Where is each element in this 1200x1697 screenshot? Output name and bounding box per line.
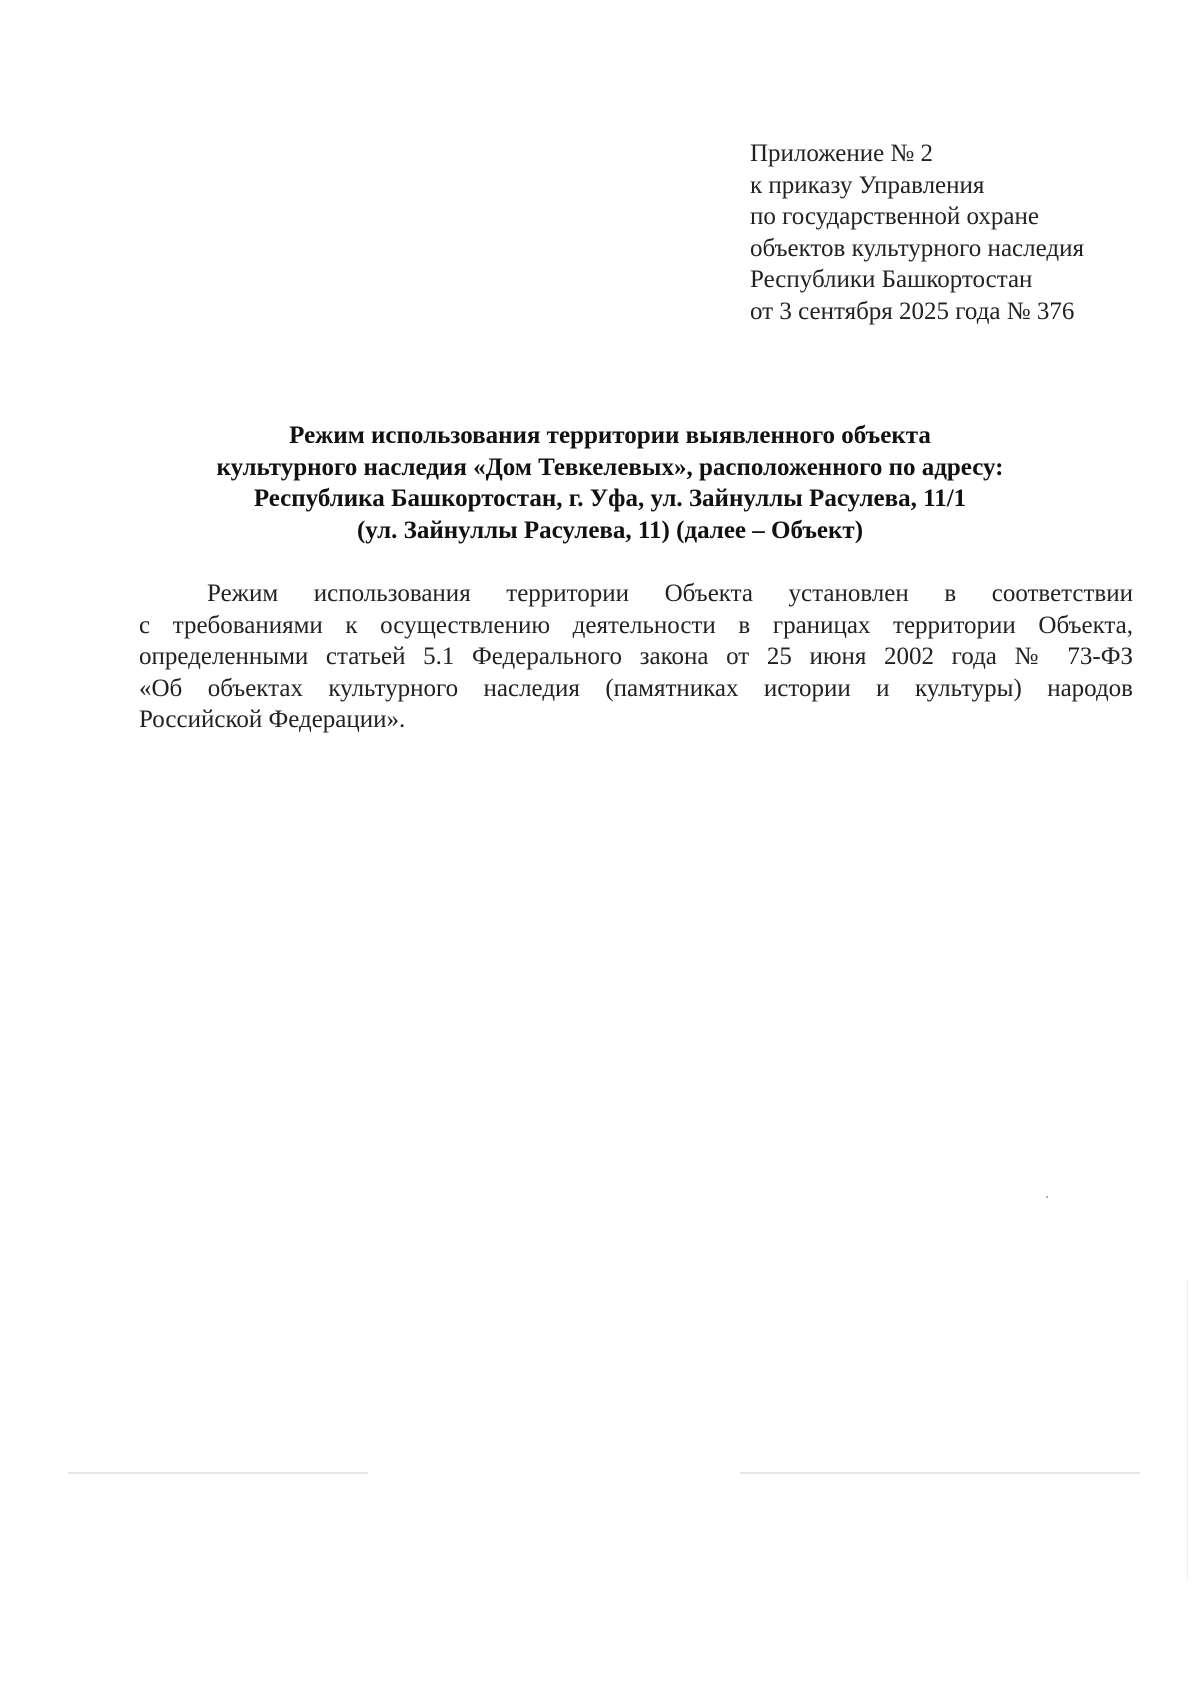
appendix-line: Приложение № 2 (750, 140, 934, 167)
scan-artifact-line (740, 1472, 1140, 1474)
document-title (150, 420, 1070, 546)
appendix-line: к приказу Управления (750, 171, 985, 199)
title-line: (ул. Зайнуллы Расулева, 11) (далее – Объект) (356, 516, 864, 544)
scan-artifact-dot (1046, 1196, 1048, 1198)
appendix-line: от 3 сентября 2025 года № 376 (750, 297, 1075, 325)
appendix-line: по государственной охране (750, 203, 1040, 230)
appendix-line: объектов культурного наследия (750, 234, 1084, 262)
title-line: Режим использования территории выявленного объекта (289, 422, 931, 449)
body-line: Российской Федерации». (139, 706, 406, 733)
appendix-line: Республики Башкортостан (750, 266, 1033, 293)
scan-artifact-line (68, 1472, 368, 1474)
body-line: с требованиями к осуществлению деятельности в границах территории Объекта, (139, 611, 1133, 639)
body-line: «Об объектах культурного наследия (памятниках истории и культуры) народов (139, 674, 1133, 702)
scan-artifact-edge (1187, 1280, 1188, 1580)
body-paragraph (139, 578, 1133, 736)
body-line: определенными статьей 5.1 Федерального закона от 25 июня 2002 года № 73-ФЗ (139, 643, 1133, 670)
title-line: культурного наследия «Дом Тевкелевых», расположенного по адресу: (216, 453, 1004, 481)
appendix-header (750, 138, 1150, 327)
body-line: Режим использования территории Объекта установлен в соответствии (207, 580, 1133, 607)
title-line: Республика Башкортостан, г. Уфа, ул. Зайнуллы Расулева, 11/1 (253, 485, 967, 512)
